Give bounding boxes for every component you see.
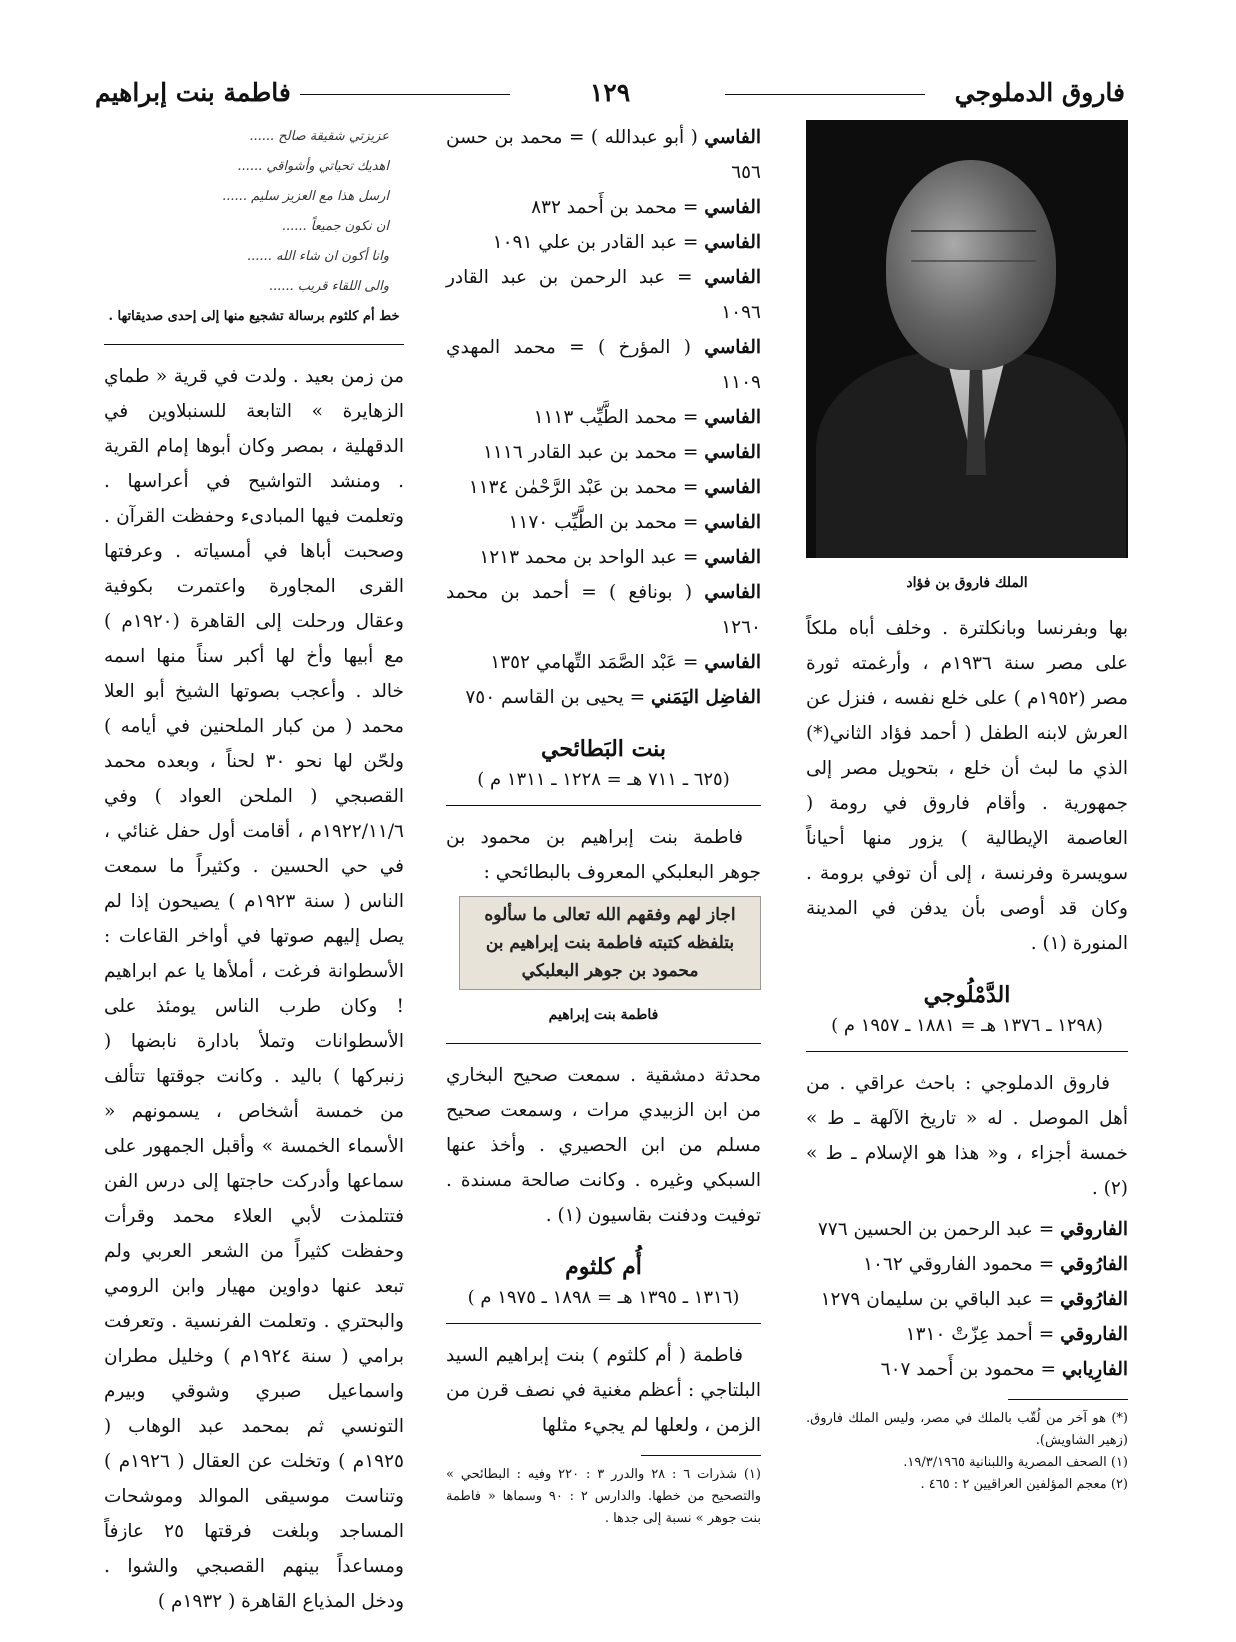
cross-reference-entry: الفاسي ( بونافع ) = أحمد بن محمد ١٢٦٠ [446,582,761,638]
cross-reference-entry: الفارِيابي = محمود بن أَحمد ٦٠٧ [880,1359,1128,1380]
umm-kulthum-biography: من زمن بعيد . ولدت في قرية « طماي الزهايرة » التابعة للسنبلاوين في الدقهلية ، بمصر وكان أبوها إمام القرية . ومنشد التواشيح في أعراسها . وتعلمت فيها المبادىء وحفظت القرآن . وصحبت أباها في أمسياته . وعرفتها القرى المجاورة واعتمرت بكوفية وعقال ورحلت إلى القاهرة (١٩٢٠م ) مع أبيها وأخ لها أكبر سناً منها اسمه خالد . وأعجب بصوتها الشيخ أبو العلا محمد ( من كبار الملحنين في أيامه ) ولحّن لها نحو ٣٠ لحناً ، وبعده محمد القصبجي ( الملحن العواد ) وفي ١٩٢٢/١١/٦م ، أقامت أول حفل غنائي ، في حي الحسين . وكثيراً ما سمعت الناس ( سنة ١٩٢٣م ) يصيحون إذا لم يصل إليهم صوتها في أواخر القاعات : الأسطوانة فرغت ، أملأها يا عم ابراهيم ! وكان طرب الناس يومئذ على الأسطوانات وتملأ بادارة نابضها ( زنبركها ) باليد . وكانت جوقتها تتألف من خمسة أشخاص ، يسمونهم « الأسماء الخمسة » وأقبل الجمهور على سماعها وأدركت حاجتها إلى درس الفن فتتلمذت لأبي العلاء محمد وقرأت وحفظت كثيراً من الشعر العربي ولم تبعد عنها دواوين مهيار وابن الرومي والبحتري . وتعلمت الفرنسية . وتعرفت برامي ( سنة ١٩٢٤م ) وخليل مطران واسماعيل صبري وشوقي وبيرم التونسي ثم بمحمد عبد الوهاب ( ١٩٢٥م ) وتخلت عن العقال ( ١٩٢٦م ) وتناست موسيقى الموالد وموشحات المساجد وبلغت فرقتها ٢٥ عازفاً ومساعداً بينهم القصبجي والشوا . ودخل المذياع القاهرة ( ١٩٣٢م ) [104,366,405,1612]
cross-reference-list [806,1212,1128,1387]
section-title-damluji: الدَّمْلُوجي [923,982,1011,1008]
header-rule-right [725,94,925,95]
header-right-title: فاروق الدملوجي [954,78,1125,107]
letter-caption: خط أم كلثوم برسالة تشجيع منها إلى إحدى صديقاتها . [108,309,400,324]
right-column [806,120,1128,1496]
handwritten-letter [104,120,399,294]
section-divider [446,1323,761,1324]
letter-line: ان نكون جميعاً ...... [281,219,389,234]
photo-caption: الملك فاروق بن فؤاد [906,575,1028,591]
section-divider [446,1043,761,1044]
cross-reference-entry: الفاسي = عَبْد الصَّمَد التِّهامي ١٣٥٢ [490,652,761,673]
page-header [95,70,1125,110]
section-title-umm-kulthum: أُم كلثوم [565,1254,642,1280]
cross-reference-entry: الفاسي ( المؤرخ ) = محمد المهدي ١١٠٩ [446,337,761,393]
section-title-bataihi: بنت البَطائحي [541,736,666,762]
letter-line: ارسل هذا مع العزيز سليم ...... [222,189,389,204]
section-divider [446,805,761,806]
cross-reference-list [446,120,761,715]
cross-reference-entry: الفاسي = محمد بن أَحمد ٨٣٢ [531,197,761,218]
footnote-rule [641,1455,761,1456]
cross-reference-entry: الفاسي ( أبو عبدالله ) = محمد بن حسن ٦٥٦ [446,127,761,183]
section-divider [806,1051,1128,1052]
cross-reference-entry: الفارُوقي = محمود الفاروقي ١٠٦٢ [863,1254,1128,1275]
calligraphy-caption: فاطمة بنت إبراهيم [548,1007,659,1023]
section-divider [104,344,404,345]
bataihi-intro: فاطمة بنت إبراهيم بن محمود بن جوهر البعلبكي المعروف بالبطائحي : [446,827,761,883]
cross-reference-entry: الفاروقي = عبد الرحمن بن الحسين ٧٧٦ [817,1219,1128,1240]
footnote: (*) هو آخر من لُقّب بالملك في مصر، وليس الملك فاروق. (زهير الشاويش). [806,1411,1128,1448]
letter-line: اهديك تحياتي وأشواقي ...... [237,159,389,174]
cross-reference-entry: الفارُوقي = عبد الباقي بن سليمان ١٢٧٩ [820,1289,1128,1310]
letter-line: عزيزتي شقيقة صالح ...... [249,129,389,144]
footnote: (١) الصحف المصرية واللبنانية ١٩/٣/١٩٦٥. [903,1455,1128,1470]
farouk-biography: بها وبفرنسا وبانكلترة . وخلف أباه ملكاً على مصر سنة ١٩٣٦م ، وأرغمته ثورة مصر (١٩٥٢م ) على خلع نفسه ، فنزل عن العرش لابنه الطفل ( أحمد فؤاد الثاني(*) الذي ما لبث أن خلع ، بتحويل مصر إلى جمهورية . وأقام فاروق في رومة ( العاصمة الإيطالية ) يزور منها أحياناً سويسرة وفرنسة ، إلى أن توفي برومة . وكان قد أوصى بأن يدفن في المدينة المنورة (١) . [806,618,1129,954]
letter-line: وانا أكون ان شاء الله ...... [247,249,389,264]
header-left-title: فاطمة بنت إبراهيم [95,78,291,107]
cross-reference-entry: الفاسي = عبد الواحد بن محمد ١٢١٣ [479,547,761,568]
left-column [104,120,404,1619]
section-dates-bataihi: (٦٢٥ ـ ٧١١ هـ = ١٢٢٨ ـ ١٣١١ م ) [477,769,730,790]
cross-reference-entry: الفاسي = محمد بن الطَّيِّب ١١٧٠ [508,512,761,533]
cross-reference-entry: الفاسي = عبد القادر بن علي ١٠٩١ [492,232,761,253]
middle-column [446,120,761,1530]
letter-line: والى اللقاء قريب ...... [268,279,389,294]
king-farouk-photo [806,120,1128,558]
cross-reference-entry: الفاسي = محمد الطَّيِّب ١١١٣ [533,407,761,428]
header-rule-left [300,94,510,95]
damluji-biography: فاروق الدملوجي : باحث عراقي . من أهل الموصل . له « تاريخ الآلهة ـ ط » خمسة أجزاء ، و« هذا هو الإسلام ـ ط » (٢) . [806,1073,1128,1199]
section-dates-damluji: (١٢٩٨ ـ ١٣٧٦ هـ = ١٨٨١ ـ ١٩٥٧ م ) [831,1015,1103,1036]
section-dates-umm-kulthum: (١٣١٦ ـ ١٣٩٥ هـ = ١٨٩٨ ـ ١٩٧٥ م ) [467,1287,740,1308]
calligraphy-sample [459,896,761,990]
footnote: (١) شذرات ٦ : ٢٨ والدرر ٣ : ٢٢٠ وفيه : البطائحي » والتصحيح من خطها. والدارس ٢ : ٩٠ وسماها « فاطمة بنت جوهر » نسبة إلى جدها . [446,1467,761,1526]
footnote-rule [1008,1399,1128,1400]
cross-reference-entry: الفاضِل اليَمَني = يحيى بن القاسم ٧٥٠ [465,687,761,708]
cross-reference-entry: الفاسي = محمد بن عبد القادر ١١١٦ [482,442,761,463]
cross-reference-entry: الفاروقي = أحمد عِزّتْ ١٣١٠ [905,1324,1128,1345]
calligraphy-text: اجاز لهم وفقهم الله تعالى ما سألوه بتلفظه كتبته فاطمة بنت إبراهيم بن محمود بن جوهر البعلبكي [484,905,736,981]
umm-kulthum-intro: فاطمة ( أم كلثوم ) بنت إبراهيم السيد البلتاجي : أعظم مغنية في نصف قرن من الزمن ، ولعلها لم يجيء مثلها [446,1345,761,1436]
page-number: ١٢٩ [589,78,631,107]
cross-reference-entry: الفاسي = محمد بن عَبْد الرَّحْمٰن ١١٣٤ [468,477,761,498]
bataihi-biography: محدثة دمشقية . سمعت صحيح البخاري من ابن الزبيدي مرات ، وسمعت صحيح مسلم من ابن الحصيري . وأخذ عنها السبكي وغيره . وكانت صالحة مسندة . توفيت ودفنت بقاسيون (١) . [446,1065,761,1226]
cross-reference-entry: الفاسي = عبد الرحمن بن عبد القادر ١٠٩٦ [446,267,761,323]
footnote: (٢) معجم المؤلفين العراقيين ٢ : ٤٦٥ . [920,1477,1128,1492]
